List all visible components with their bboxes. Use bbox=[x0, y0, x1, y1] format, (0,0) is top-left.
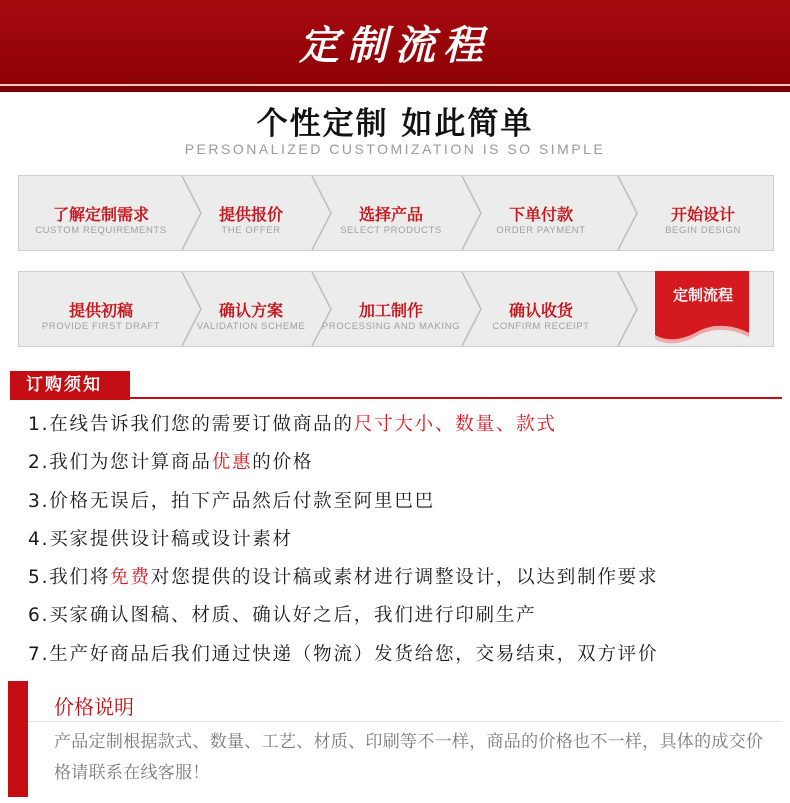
price-title: 价格说明 bbox=[54, 695, 134, 719]
step-label: 了解定制需求 bbox=[52, 205, 149, 224]
list-item: 6.买家确认图稿、材质、确认好之后，我们进行印刷生产 bbox=[28, 605, 537, 627]
flow-badge-label: 定制流程 bbox=[672, 286, 733, 304]
step-label-en: PROCESSING AND MAKING bbox=[321, 321, 461, 332]
step-label-en: CONFIRM RECEIPT bbox=[492, 321, 590, 332]
step-label: 提供报价 bbox=[218, 205, 283, 224]
step-validation-scheme bbox=[189, 272, 313, 346]
list-item: 2.我们为您计算商品优惠的价格 bbox=[28, 452, 314, 474]
list-item: 4.买家提供设计稿或设计素材 bbox=[28, 528, 293, 550]
price-divider bbox=[28, 721, 782, 722]
step-label-en: ORDER PAYMENT bbox=[496, 225, 586, 236]
step-label-en: BEGIN DESIGN bbox=[665, 225, 741, 236]
step-label: 下单付款 bbox=[508, 205, 573, 224]
process-row-1 bbox=[18, 175, 774, 251]
notice-divider bbox=[10, 397, 782, 399]
price-section bbox=[8, 681, 782, 797]
header-banner bbox=[0, 0, 790, 92]
price-description: 产品定制根据款式、数量、工艺、材质、印刷等不一样，商品的价格也不一样，具体的成交价格请联系在线客服！ bbox=[54, 732, 764, 783]
list-item: 1.在线告诉我们您的需要订做商品的尺寸大小、数量、款式 bbox=[28, 414, 557, 435]
step-provide-first-draft bbox=[19, 272, 183, 346]
step-label-en: SELECT PRODUCTS bbox=[340, 225, 442, 236]
step-processing-and-making bbox=[321, 272, 461, 346]
step-label: 确认收货 bbox=[508, 301, 573, 320]
step-label-en: CUSTOM REQUIREMENTS bbox=[35, 225, 167, 236]
step-label-en: VALIDATION SCHEME bbox=[196, 321, 306, 332]
step-label: 开始设计 bbox=[670, 205, 735, 224]
page-subtitle: 个性定制 如此简单 bbox=[256, 106, 534, 142]
step-begin-design bbox=[633, 176, 773, 250]
banner-title: 定制流程 bbox=[299, 22, 491, 69]
step-label: 加工制作 bbox=[358, 301, 423, 320]
list-item: 3.价格无误后，拍下产品然后付款至阿里巴巴 bbox=[28, 490, 435, 512]
step-select-products bbox=[321, 176, 461, 250]
notice-title: 订购须知 bbox=[10, 371, 130, 400]
notice-list bbox=[28, 406, 778, 674]
step-order-payment bbox=[471, 176, 611, 250]
list-item: 7.生产好商品后我们通过快递（物流）发货给您，交易结束，双方评价 bbox=[28, 643, 659, 665]
step-the-offer bbox=[189, 176, 313, 250]
flow-ribbon-badge bbox=[655, 271, 751, 345]
step-label: 提供初稿 bbox=[68, 301, 133, 320]
step-label-en: THE OFFER bbox=[221, 225, 281, 236]
list-item: 5.我们将免费对您提供的设计稿或素材进行调整设计，以达到制作要求 bbox=[28, 567, 659, 589]
page-subtitle-en: PERSONALIZED CUSTOMIZATION IS SO SIMPLE bbox=[184, 141, 606, 157]
step-confirm-receipt bbox=[471, 272, 611, 346]
step-label-en: PROVIDE FIRST DRAFT bbox=[41, 321, 161, 332]
step-custom-requirements bbox=[19, 176, 183, 250]
chevron-right-icon bbox=[617, 272, 639, 346]
step-label: 确认方案 bbox=[218, 301, 283, 320]
step-label: 选择产品 bbox=[358, 205, 423, 224]
